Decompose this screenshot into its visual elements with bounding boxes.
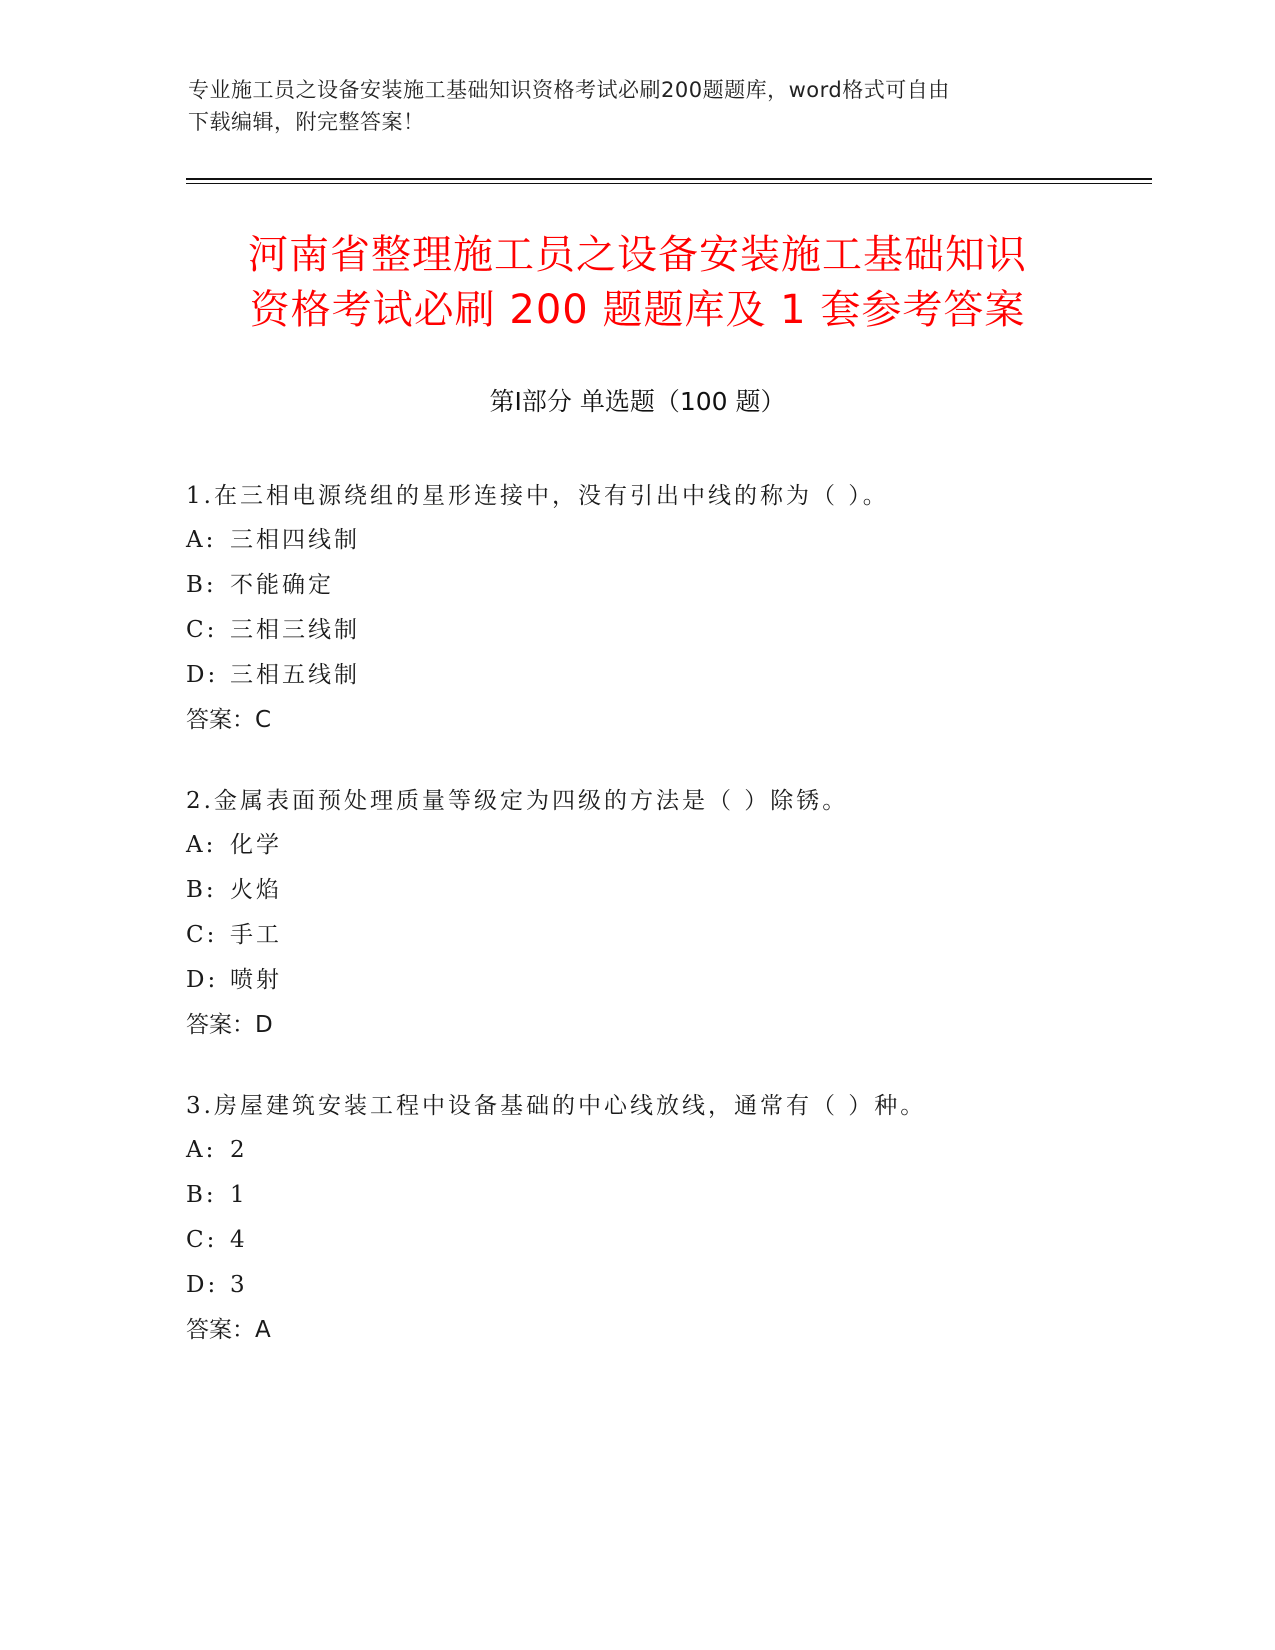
option-key: C:	[186, 922, 218, 948]
answer-line: 答案：A	[186, 1317, 271, 1343]
option-c	[186, 1224, 1086, 1269]
option-key: C:	[186, 617, 218, 643]
question-stem: 2.金属表面预处理质量等级定为四级的方法是（ ）除锈。	[186, 788, 849, 814]
header-divider-thin	[186, 183, 1152, 184]
document-title	[150, 228, 1125, 338]
answer-line: 答案：D	[186, 1012, 273, 1038]
question-stem: 1.在三相电源绕组的星形连接中，没有引出中线的称为（ ）。	[186, 483, 889, 509]
option-text: 1	[230, 1182, 248, 1208]
option-text: 火焰	[230, 877, 282, 903]
option-d	[186, 964, 1086, 1009]
option-b	[186, 569, 1086, 614]
option-key: D:	[186, 662, 219, 688]
option-key: B:	[186, 1182, 217, 1208]
option-text: 4	[230, 1227, 248, 1253]
option-text: 三相五线制	[230, 662, 360, 688]
document-title-line-2: 资格考试必刷 200 题题库及 1 套参考答案	[249, 287, 1026, 333]
option-key: A:	[186, 832, 217, 858]
option-d	[186, 659, 1086, 704]
question-item	[186, 785, 1086, 1043]
header-divider-thick	[186, 178, 1152, 180]
question-item	[186, 480, 1086, 738]
answer-line: 答案：C	[186, 707, 272, 733]
option-key: C:	[186, 1227, 218, 1253]
header-note	[188, 74, 1088, 138]
option-d	[186, 1269, 1086, 1314]
section-title: 第Ⅰ部分 单选题（100 题）	[489, 387, 786, 416]
document-title-line-1: 河南省整理施工员之设备安装施工基础知识	[248, 232, 1027, 278]
option-a	[186, 1134, 1086, 1179]
question-list	[186, 480, 1086, 1395]
option-c	[186, 614, 1086, 659]
option-text: 不能确定	[230, 572, 334, 598]
option-key: B:	[186, 877, 217, 903]
option-text: 化学	[230, 832, 282, 858]
option-b	[186, 874, 1086, 919]
option-c	[186, 919, 1086, 964]
option-key: D:	[186, 967, 219, 993]
option-a	[186, 524, 1086, 569]
option-text: 喷射	[230, 967, 282, 993]
option-text: 2	[230, 1137, 248, 1163]
option-text: 三相四线制	[230, 527, 360, 553]
option-key: A:	[186, 527, 217, 553]
header-note-line-1: 专业施工员之设备安装施工基础知识资格考试必刷200题题库，word格式可自由	[188, 78, 950, 102]
option-b	[186, 1179, 1086, 1224]
question-item	[186, 1090, 1086, 1348]
option-text: 三相三线制	[230, 617, 360, 643]
question-stem: 3.房屋建筑安装工程中设备基础的中心线放线，通常有（ ）种。	[186, 1093, 927, 1119]
option-text: 3	[230, 1272, 248, 1298]
header-note-line-2: 下载编辑，附完整答案！	[188, 110, 425, 134]
option-key: A:	[186, 1137, 217, 1163]
option-key: D:	[186, 1272, 219, 1298]
option-text: 手工	[230, 922, 282, 948]
option-a	[186, 829, 1086, 874]
option-key: B:	[186, 572, 217, 598]
